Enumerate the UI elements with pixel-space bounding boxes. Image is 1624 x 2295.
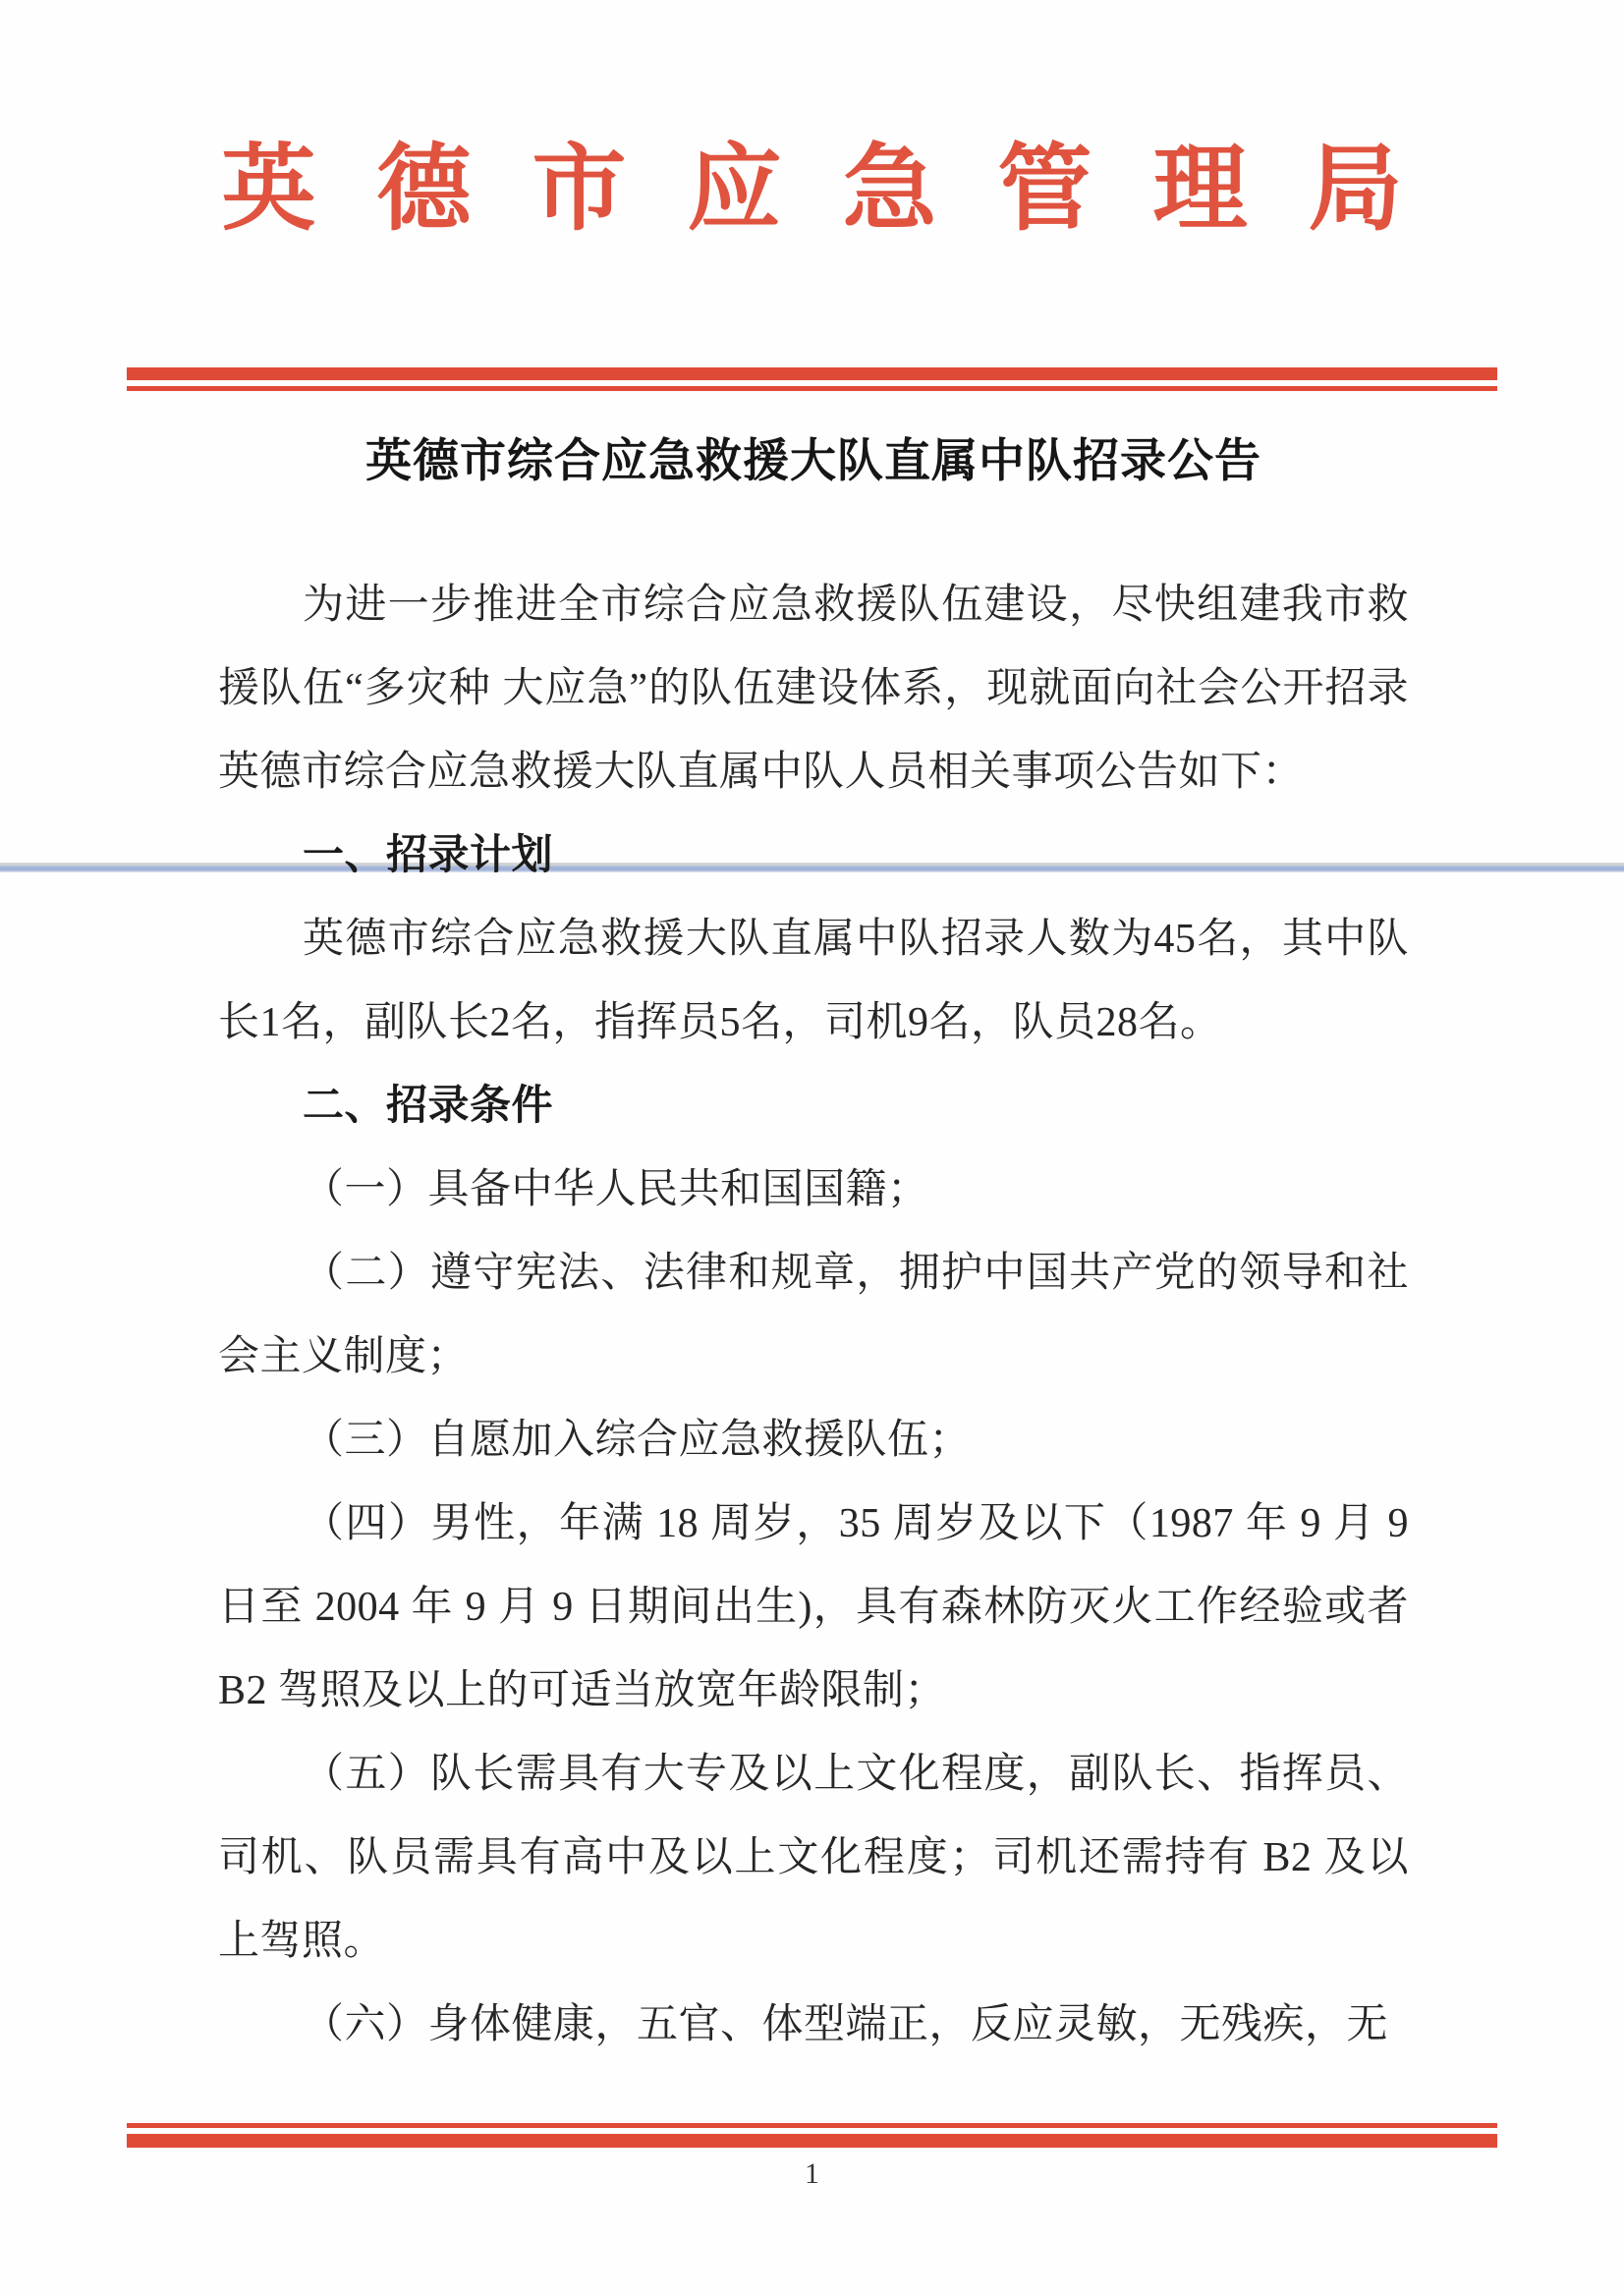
paragraph-condition-3: （三）自愿加入综合应急救援队伍； [303,1418,972,1463]
section-heading-recruitment-plan: 一、招录计划 [303,833,554,878]
letterhead-org-title-text: 英德市应急管理局 [221,137,1464,242]
letterhead-rule-thin [127,386,1497,391]
paragraph-condition-5: （五）队长需具有大专及以上文化程度，副队长、指挥员、司机、队员需具有高中及以上文化程度；司机还需持有 B2 及以上驾照。 [218,1752,1409,1964]
document-title: 英德市综合应急救援大队直属中队招录公告 [365,436,1261,487]
paragraph-intro: 为进一步推进全市综合应急救援队伍建设，尽快组建我市救援队伍“多灾种 大应急”的队伍建设体系，现就面向社会公开招录英德市综合应急救援大队直属中队人员相关事项公告如下： [218,583,1409,795]
paragraph-recruitment-numbers: 英德市综合应急救援大队直属中队招录人数为45名，其中队长1名，副队长2名，指挥员5名，司机9名，队员28名。 [218,917,1409,1045]
paragraph-condition-4: （四）男性，年满 18 周岁，35 周岁及以下（1987 年 9 月 9 日至 2004 年 9 月 9 日期间出生)，具有森林防灭火工作经验或者 B2 驾照及以上的可适当放宽年龄限制； [218,1501,1409,1713]
footer-rule-thick [127,2134,1497,2148]
letterhead-org-title [0,126,1624,253]
footer-rule-thin [127,2123,1497,2128]
paragraph-condition-6: （六）身体健康，五官、体型端正，反应灵敏，无残疾，无 [303,2002,1389,2047]
paragraph-condition-2: （二）遵守宪法、法律和规章，拥护中国共产党的领导和社会主义制度； [218,1251,1409,1379]
document-body [218,430,1409,2067]
paragraph-condition-1: （一）具备中华人民共和国国籍； [303,1167,929,1212]
letterhead-rule-thick [127,367,1497,380]
section-heading-recruitment-conditions: 二、招录条件 [303,1084,554,1129]
page-number: 1 [805,2157,819,2190]
